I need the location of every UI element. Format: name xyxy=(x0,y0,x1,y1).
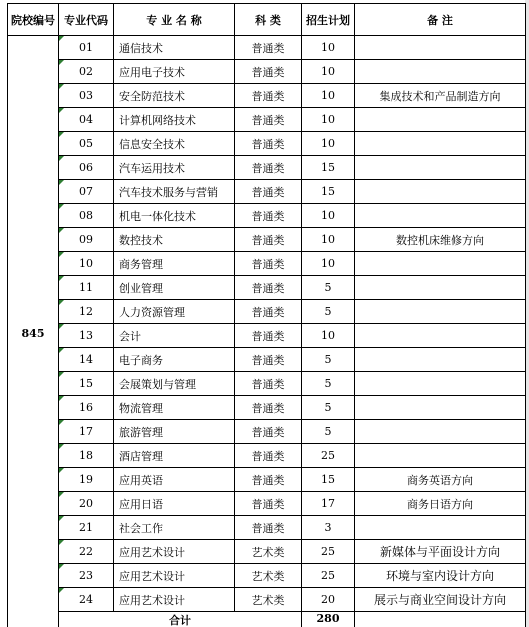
category-cell: 普通类 xyxy=(235,420,302,444)
category-cell: 普通类 xyxy=(235,228,302,252)
table-row xyxy=(8,468,526,492)
major-code-text: 14 xyxy=(79,353,93,366)
plan-cell: 10 xyxy=(302,132,355,156)
table-row xyxy=(8,396,526,420)
cell-marker-icon xyxy=(59,396,64,401)
table-row xyxy=(8,516,526,540)
major-code-cell xyxy=(59,372,114,396)
category-cell: 普通类 xyxy=(235,300,302,324)
major-code-text: 08 xyxy=(79,209,93,222)
major-code-text: 04 xyxy=(79,113,93,126)
cell-marker-icon xyxy=(59,252,64,257)
cell-marker-icon xyxy=(59,108,64,113)
header-plan: 招生计划 xyxy=(302,4,355,36)
major-name-cell: 应用艺术设计 xyxy=(114,564,235,588)
major-name-cell: 应用英语 xyxy=(114,468,235,492)
major-code-cell xyxy=(59,60,114,84)
note-cell xyxy=(355,276,526,300)
plan-cell: 10 xyxy=(302,204,355,228)
table-row xyxy=(8,444,526,468)
major-name-cell: 应用艺术设计 xyxy=(114,540,235,564)
major-code-text: 13 xyxy=(79,329,93,342)
cell-marker-icon xyxy=(59,540,64,545)
plan-cell: 5 xyxy=(302,348,355,372)
plan-cell: 15 xyxy=(302,156,355,180)
note-cell xyxy=(355,372,526,396)
table-row xyxy=(8,60,526,84)
cell-marker-icon xyxy=(59,420,64,425)
major-code-text: 09 xyxy=(79,233,93,246)
note-cell: 数控机床维修方向 xyxy=(355,228,526,252)
note-cell xyxy=(355,252,526,276)
major-code-text: 01 xyxy=(79,41,93,54)
table-row xyxy=(8,540,526,564)
total-row xyxy=(8,612,526,627)
note-cell: 商务日语方向 xyxy=(355,492,526,516)
major-code-cell xyxy=(59,348,114,372)
major-code-cell xyxy=(59,132,114,156)
major-code-cell xyxy=(59,540,114,564)
plan-cell: 15 xyxy=(302,180,355,204)
category-cell: 艺术类 xyxy=(235,588,302,612)
table-row xyxy=(8,204,526,228)
header-row xyxy=(8,4,526,36)
note-cell: 集成技术和产品制造方向 xyxy=(355,84,526,108)
major-code-cell xyxy=(59,156,114,180)
category-cell: 普通类 xyxy=(235,444,302,468)
note-cell: 环境与室内设计方向 xyxy=(355,564,526,588)
major-code-text: 24 xyxy=(79,593,93,606)
cell-marker-icon xyxy=(59,588,64,593)
plan-cell: 5 xyxy=(302,276,355,300)
note-cell xyxy=(355,108,526,132)
major-code-cell xyxy=(59,444,114,468)
plan-cell: 5 xyxy=(302,396,355,420)
major-code-cell xyxy=(59,396,114,420)
plan-cell: 20 xyxy=(302,588,355,612)
major-code-cell xyxy=(59,324,114,348)
major-code-cell xyxy=(59,276,114,300)
major-code-cell xyxy=(59,420,114,444)
category-cell: 普通类 xyxy=(235,36,302,60)
table-row xyxy=(8,588,526,612)
major-code-text: 07 xyxy=(79,185,93,198)
cell-marker-icon xyxy=(59,348,64,353)
category-cell: 普通类 xyxy=(235,204,302,228)
table-body xyxy=(8,36,526,627)
category-cell: 普通类 xyxy=(235,252,302,276)
note-cell xyxy=(355,516,526,540)
major-code-text: 20 xyxy=(79,497,93,510)
cell-marker-icon xyxy=(59,84,64,89)
plan-cell: 15 xyxy=(302,468,355,492)
category-cell: 普通类 xyxy=(235,492,302,516)
note-cell xyxy=(355,60,526,84)
major-code-cell xyxy=(59,516,114,540)
major-name-cell: 社会工作 xyxy=(114,516,235,540)
major-code-text: 03 xyxy=(79,89,93,102)
major-code-text: 15 xyxy=(79,377,93,390)
cell-marker-icon xyxy=(59,372,64,377)
header-category: 科 类 xyxy=(235,4,302,36)
major-code-cell xyxy=(59,36,114,60)
major-name-cell: 信息安全技术 xyxy=(114,132,235,156)
major-code-text: 23 xyxy=(79,569,93,582)
table-row xyxy=(8,156,526,180)
major-code-text: 02 xyxy=(79,65,93,78)
table-row xyxy=(8,492,526,516)
major-code-text: 21 xyxy=(79,521,93,534)
note-cell xyxy=(355,36,526,60)
major-name-cell: 机电一体化技术 xyxy=(114,204,235,228)
table-row xyxy=(8,36,526,60)
plan-cell: 25 xyxy=(302,564,355,588)
plan-cell: 25 xyxy=(302,540,355,564)
table-row xyxy=(8,276,526,300)
header-major-name: 专 业 名 称 xyxy=(114,4,235,36)
major-code-text: 18 xyxy=(79,449,93,462)
major-code-cell xyxy=(59,84,114,108)
category-cell: 普通类 xyxy=(235,324,302,348)
plan-cell: 10 xyxy=(302,60,355,84)
category-cell: 普通类 xyxy=(235,84,302,108)
note-cell xyxy=(355,396,526,420)
total-label: 合计 xyxy=(59,612,302,627)
major-code-text: 11 xyxy=(79,281,93,294)
major-code-text: 12 xyxy=(79,305,93,318)
category-cell: 普通类 xyxy=(235,108,302,132)
plan-cell: 5 xyxy=(302,300,355,324)
table-row xyxy=(8,180,526,204)
table-row xyxy=(8,420,526,444)
category-cell: 普通类 xyxy=(235,180,302,204)
major-code-cell xyxy=(59,108,114,132)
major-name-cell: 数控技术 xyxy=(114,228,235,252)
note-cell xyxy=(355,156,526,180)
category-cell: 普通类 xyxy=(235,156,302,180)
major-code-text: 10 xyxy=(79,257,93,270)
major-name-cell: 会展策划与管理 xyxy=(114,372,235,396)
note-cell: 新媒体与平面设计方向 xyxy=(355,540,526,564)
table-row xyxy=(8,108,526,132)
cell-marker-icon xyxy=(59,468,64,473)
plan-cell: 3 xyxy=(302,516,355,540)
major-code-text: 22 xyxy=(79,545,93,558)
category-cell: 艺术类 xyxy=(235,540,302,564)
header-school-code: 院校编号 xyxy=(8,4,59,36)
note-cell: 展示与商业空间设计方向 xyxy=(355,588,526,612)
cell-marker-icon xyxy=(59,444,64,449)
header-notes: 备 注 xyxy=(355,4,526,36)
cell-marker-icon xyxy=(59,516,64,521)
major-name-cell: 通信技术 xyxy=(114,36,235,60)
major-name-cell: 创业管理 xyxy=(114,276,235,300)
cell-marker-icon xyxy=(59,300,64,305)
total-plan: 280 xyxy=(302,612,355,627)
table-row xyxy=(8,324,526,348)
category-cell: 普通类 xyxy=(235,348,302,372)
category-cell: 普通类 xyxy=(235,396,302,420)
category-cell: 普通类 xyxy=(235,468,302,492)
enrollment-table xyxy=(7,3,526,627)
plan-cell: 10 xyxy=(302,108,355,132)
cell-marker-icon xyxy=(59,180,64,185)
major-name-cell: 人力资源管理 xyxy=(114,300,235,324)
note-cell xyxy=(355,444,526,468)
major-code-text: 06 xyxy=(79,161,93,174)
major-name-cell: 应用日语 xyxy=(114,492,235,516)
major-code-text: 05 xyxy=(79,137,93,150)
table-row xyxy=(8,372,526,396)
note-cell xyxy=(355,348,526,372)
plan-cell: 10 xyxy=(302,36,355,60)
major-code-cell xyxy=(59,204,114,228)
note-cell xyxy=(355,180,526,204)
major-name-cell: 应用电子技术 xyxy=(114,60,235,84)
category-cell: 普通类 xyxy=(235,516,302,540)
major-code-cell xyxy=(59,588,114,612)
major-code-cell xyxy=(59,180,114,204)
major-name-cell: 物流管理 xyxy=(114,396,235,420)
school-code-cell: 845 xyxy=(8,36,59,627)
major-name-cell: 商务管理 xyxy=(114,252,235,276)
note-cell xyxy=(355,420,526,444)
major-code-text: 19 xyxy=(79,473,93,486)
plan-cell: 10 xyxy=(302,324,355,348)
table-row xyxy=(8,84,526,108)
cell-marker-icon xyxy=(59,492,64,497)
cell-marker-icon xyxy=(59,276,64,281)
major-code-cell xyxy=(59,492,114,516)
major-code-cell xyxy=(59,300,114,324)
table-row xyxy=(8,564,526,588)
cell-marker-icon xyxy=(59,324,64,329)
note-cell xyxy=(355,204,526,228)
cell-marker-icon xyxy=(59,564,64,569)
table-row xyxy=(8,300,526,324)
major-name-cell: 汽车运用技术 xyxy=(114,156,235,180)
major-code-cell xyxy=(59,564,114,588)
cell-marker-icon xyxy=(59,156,64,161)
plan-cell: 5 xyxy=(302,372,355,396)
major-name-cell: 汽车技术服务与营销 xyxy=(114,180,235,204)
note-cell xyxy=(355,300,526,324)
cell-marker-icon xyxy=(59,204,64,209)
major-name-cell: 酒店管理 xyxy=(114,444,235,468)
cell-marker-icon xyxy=(59,36,64,41)
plan-cell: 25 xyxy=(302,444,355,468)
major-code-text: 16 xyxy=(79,401,93,414)
table-row xyxy=(8,228,526,252)
note-cell: 商务英语方向 xyxy=(355,468,526,492)
major-code-text: 17 xyxy=(79,425,93,438)
major-name-cell: 计算机网络技术 xyxy=(114,108,235,132)
table-row xyxy=(8,252,526,276)
major-name-cell: 旅游管理 xyxy=(114,420,235,444)
category-cell: 普通类 xyxy=(235,372,302,396)
plan-cell: 10 xyxy=(302,228,355,252)
plan-cell: 10 xyxy=(302,252,355,276)
category-cell: 普通类 xyxy=(235,60,302,84)
table-row xyxy=(8,348,526,372)
note-cell xyxy=(355,324,526,348)
cell-marker-icon xyxy=(59,228,64,233)
category-cell: 普通类 xyxy=(235,276,302,300)
major-code-cell xyxy=(59,228,114,252)
cell-marker-icon xyxy=(59,132,64,137)
total-note xyxy=(355,612,526,627)
plan-cell: 5 xyxy=(302,420,355,444)
major-name-cell: 电子商务 xyxy=(114,348,235,372)
major-code-cell xyxy=(59,468,114,492)
plan-cell: 17 xyxy=(302,492,355,516)
table-row xyxy=(8,132,526,156)
major-name-cell: 会计 xyxy=(114,324,235,348)
major-name-cell: 安全防范技术 xyxy=(114,84,235,108)
category-cell: 艺术类 xyxy=(235,564,302,588)
category-cell: 普通类 xyxy=(235,132,302,156)
note-cell xyxy=(355,132,526,156)
major-code-cell xyxy=(59,252,114,276)
major-name-cell: 应用艺术设计 xyxy=(114,588,235,612)
plan-cell: 10 xyxy=(302,84,355,108)
cell-marker-icon xyxy=(59,60,64,65)
header-major-code: 专业代码 xyxy=(59,4,114,36)
